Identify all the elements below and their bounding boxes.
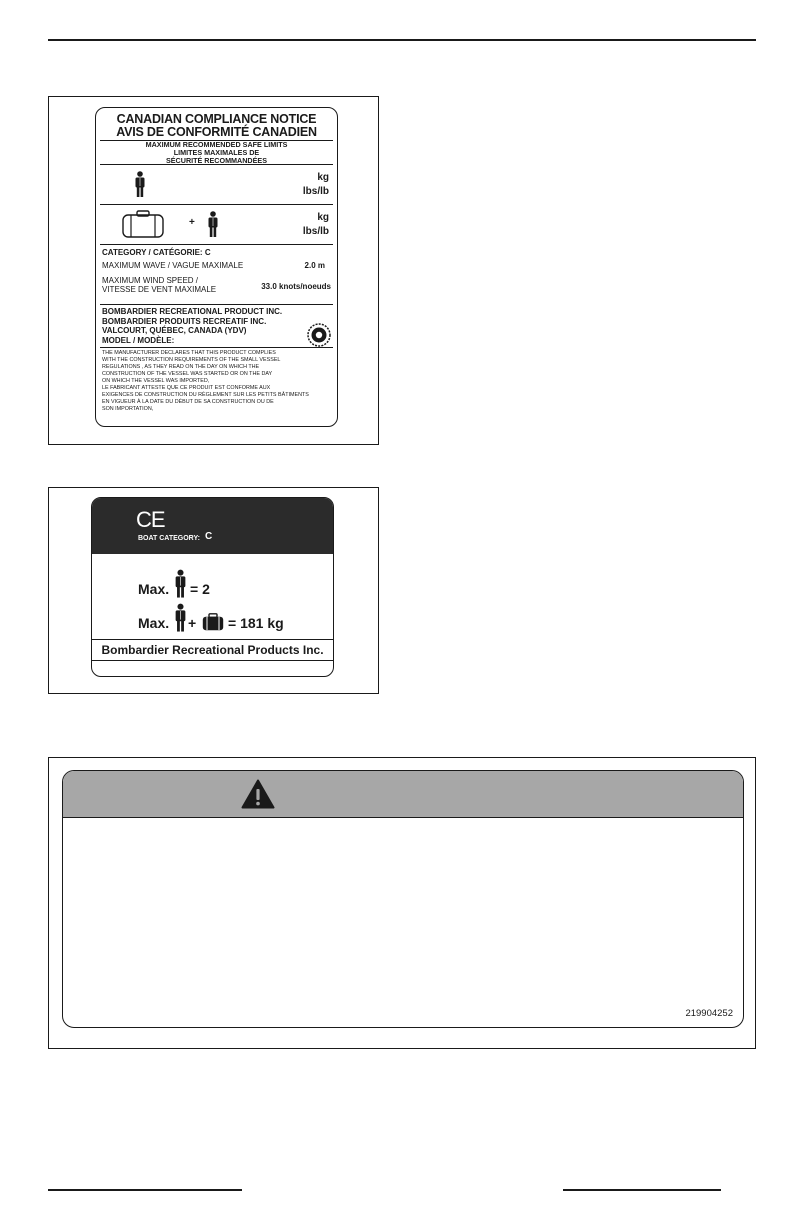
label-subtitle-2: LIMITES MAXIMALES DE	[173, 148, 260, 157]
brand-name: Bombardier Recreational Products Inc.	[92, 639, 333, 661]
unit-kg: kg	[317, 212, 329, 223]
ce-label-figure	[48, 487, 379, 694]
declaration-line: CONSTRUCTION OF THE VESSEL WAS STARTED OR ON THE DAY	[102, 371, 273, 377]
declaration-line: EXIGENCES DE CONSTRUCTION DU RÈGLEMENT SUR LES PETITS BÂTIMENTS	[102, 392, 309, 398]
max-persons-value: = 2	[190, 581, 210, 597]
person-icon	[207, 211, 219, 238]
boat-category-label: BOAT CATEGORY:	[138, 535, 200, 542]
wave-label: MAXIMUM WAVE / VAGUE MAXIMALE	[102, 261, 244, 270]
warning-header-band	[63, 771, 743, 818]
max-label: Max.	[138, 581, 170, 597]
footer-rule-right	[563, 1189, 721, 1191]
wind-label-1: MAXIMUM WIND SPEED /	[102, 276, 199, 285]
manufacturer-line-2: BOMBARDIER PRODUITS RECREATIF INC.	[102, 316, 267, 326]
luggage-icon	[202, 613, 224, 631]
warning-triangle-icon	[241, 779, 275, 809]
declaration-line: SON IMPORTATION,	[102, 406, 154, 412]
canadian-label-header	[100, 113, 333, 165]
canadian-compliance-label	[95, 107, 338, 427]
boat-category-value: C	[205, 531, 213, 542]
declaration-line: LE FABRICANT ATTESTE QUE CE PRODUIT EST CONFORME AUX	[102, 385, 271, 391]
declaration-line: REGULATIONS , AS THEY READ ON THE DAY ON WHICH THE	[102, 364, 260, 370]
plus-sign: +	[188, 615, 197, 631]
label-subtitle-3: SÉCURITÉ RECOMMANDÉES	[165, 156, 268, 165]
declaration-line: ON WHICH THE VESSEL WAS IMPORTED,	[102, 378, 210, 384]
ce-label-header	[92, 498, 333, 554]
unit-lbs: lbs/lb	[302, 186, 329, 197]
model-line: MODEL / MODÈLE:	[102, 335, 175, 345]
person-icon	[174, 603, 187, 633]
max-load-value: = 181 kg	[228, 615, 284, 631]
footer-rule-left	[48, 1189, 242, 1191]
max-label: Max.	[138, 615, 170, 631]
declaration-line: WITH THE CONSTRUCTION REQUIREMENTS OF THE SMALL VESSEL	[102, 357, 281, 363]
manufacturer-section	[100, 305, 333, 348]
category-section	[100, 245, 333, 305]
wind-label-2: VITESSE DE VENT MAXIMALE	[102, 284, 217, 294]
manufacturer-line-1: BOMBARDIER RECREATIONAL PRODUCT INC.	[102, 307, 283, 316]
wind-row	[102, 274, 331, 294]
warning-figure	[48, 757, 756, 1049]
person-icon	[134, 171, 146, 198]
ce-mark: CE	[136, 507, 165, 532]
ce-label	[91, 497, 334, 677]
unit-kg: kg	[317, 172, 329, 183]
declaration-line: EN VIGUEUR À LA DATE DU DÉBUT DE SA CONSTRUCTION OU DE	[102, 399, 274, 405]
label-title-en: CANADIAN COMPLIANCE NOTICE	[116, 112, 317, 126]
unit-lbs: lbs/lb	[302, 226, 329, 237]
header-rule	[48, 39, 756, 41]
brp-logo-icon	[307, 323, 331, 347]
luggage-icon	[122, 210, 164, 238]
canadian-label-figure	[48, 96, 379, 445]
figure-id: 219904252	[685, 1008, 733, 1019]
declaration-section	[100, 348, 333, 413]
category-line: CATEGORY / CATÉGORIE: C	[102, 248, 211, 257]
plus-sign: +	[189, 217, 195, 228]
wind-value: 33.0 knots/noeuds	[261, 282, 331, 291]
manufacturer-line-3: VALCOURT, QUÉBEC, CANADA (YDV)	[102, 326, 247, 335]
warning-box	[62, 770, 744, 1028]
label-subtitle-1: MAXIMUM RECOMMENDED SAFE LIMITS	[100, 140, 333, 149]
persons-limit-row	[100, 165, 333, 205]
person-icon	[174, 569, 187, 599]
wave-row	[102, 258, 331, 274]
declaration-line: THE MANUFACTURER DECLARES THAT THIS PRODUCT COMPLIES	[102, 350, 276, 356]
label-title-fr: AVIS DE CONFORMITÉ CANADIEN	[116, 125, 317, 139]
wave-value: 2.0 m	[304, 261, 325, 270]
persons-and-luggage-limit-row	[100, 205, 333, 245]
